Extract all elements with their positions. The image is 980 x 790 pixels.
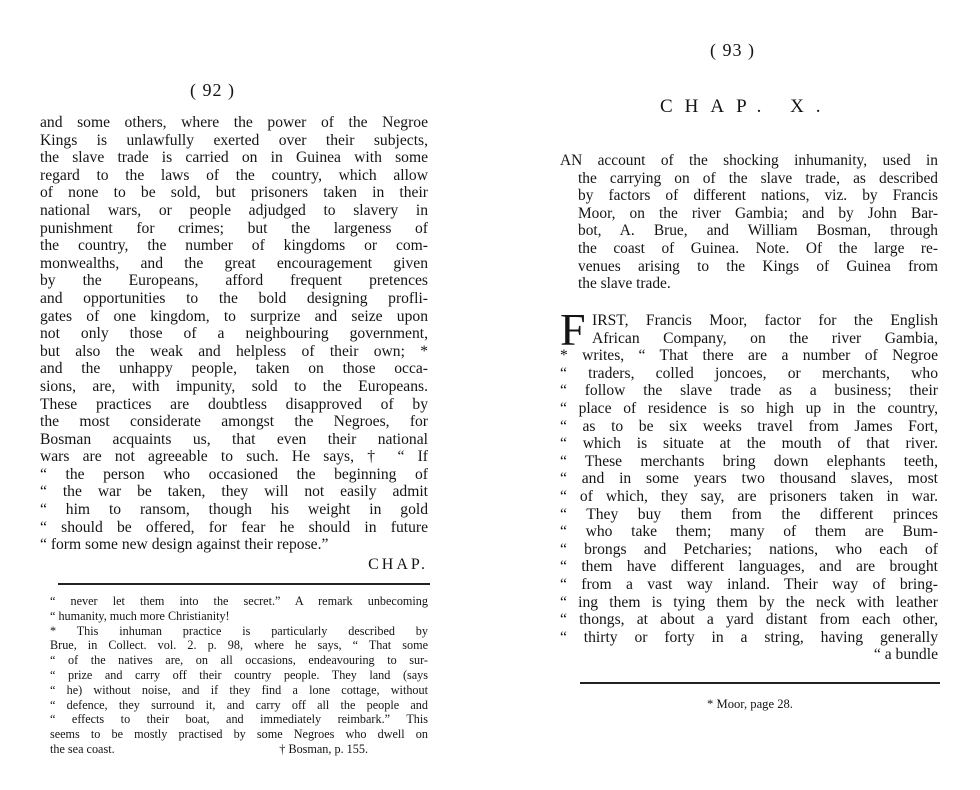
text-line: Kings is unlawfully exerted over their subjects,: [40, 131, 428, 149]
summary-line: the carrying on of the slave trade, as described: [578, 169, 938, 187]
text-line: national wars, or people adjudged to slavery in: [40, 201, 428, 219]
text-line: “ place of residence is so high up in the country,: [560, 399, 938, 417]
text-line: punishment for crimes; but the largeness of: [40, 219, 428, 237]
text-line: “ ing them is tying them by the neck with leather: [560, 593, 938, 611]
text-line: “ as to be six weeks travel from James Fort,: [560, 417, 938, 435]
text-line: IRST, Francis Moor, factor for the English: [592, 312, 938, 329]
text-line: African Company, on the river Gambia,: [592, 329, 938, 347]
text-line: “ them have different languages, and are brought: [560, 558, 938, 576]
summary-line: Moor, on the river Gambia; and by John Bar-: [578, 204, 938, 222]
summary-line: by factors of different nations, viz. by Francis: [578, 187, 938, 205]
summary-line: the slave trade.: [578, 275, 671, 293]
left-footnotes: [50, 594, 428, 757]
footnote-line: Brue, in Collect. vol. 2. p. 98, where he says, “ That some: [50, 638, 428, 653]
text-line: “ of which, they say, are prisoners taken in war.: [560, 487, 938, 505]
drop-cap: F: [560, 304, 586, 355]
text-line: the most considerate amongst the Negroes, for: [40, 413, 428, 431]
text-line: “ They buy them from the different princes: [560, 505, 938, 523]
text-line: the slave trade is carried on in Guinea with some: [40, 149, 428, 167]
text-line: “ the person who occasioned the beginning of: [40, 465, 428, 483]
text-line: the country, the number of kingdoms or com-: [40, 237, 428, 255]
text-line: wars are not agreeable to such. He says, † “ If: [40, 448, 428, 466]
footnote-text: the sea coast.: [50, 741, 115, 756]
chapter-title: CHAP. X.: [660, 96, 833, 117]
text-line: monwealths, and the great encouragement given: [40, 254, 428, 272]
text-line: “ from a vast way inland. Their way of bring-: [560, 575, 938, 593]
chapter-summary: [560, 152, 938, 293]
text-line: sions, are, with impunity, sold to the Europeans.: [40, 377, 428, 395]
footnote-line: “ of the natives are, on all occasions, endeavouring to sur-: [50, 653, 428, 668]
text-line: These practices are doubtless disapproved of by: [40, 395, 428, 413]
summary-line: the coast of Guinea. Note. Of the large re-: [578, 239, 938, 257]
footnote-rule: [580, 682, 940, 684]
text-line: Bosman acquaints us, that even their national: [40, 430, 428, 448]
summary-line: venues arising to the Kings of Guinea from: [578, 257, 938, 275]
page-number-right: ( 93 ): [710, 40, 755, 60]
right-footnote: * Moor, page 28.: [707, 697, 793, 711]
text-line: regard to the laws of the country, which allow: [40, 166, 428, 184]
text-line: by the Europeans, afford frequent pretences: [40, 272, 428, 290]
text-line: “ follow the slave trade as a business; their: [560, 382, 938, 400]
text-line: “ These merchants bring down elephants teeth,: [560, 452, 938, 470]
footnote-line: “ never let them into the secret.” A remark unbecoming: [50, 594, 428, 608]
footnote-line: seems to be mostly practised by some Negroes who dwell on: [50, 727, 428, 742]
text-line: “ him to ransom, though his weight in gold: [40, 501, 428, 519]
footnote-line-final: [50, 742, 428, 757]
summary-line: AN account of the shocking inhumanity, used in: [560, 152, 938, 169]
text-line: “ form some new design against their repose.”: [40, 536, 329, 554]
text-line: gates of one kingdom, to surprize and seize upon: [40, 307, 428, 325]
text-line: and opportunities to the bold designing profli-: [40, 289, 428, 307]
summary-line: bot, A. Brue, and William Bosman, through: [578, 222, 938, 240]
text-line: “ which is situate at the mouth of that river.: [560, 435, 938, 453]
footnote-line: * This inhuman practice is particularly described by: [50, 623, 428, 638]
page-number-left: ( 92 ): [190, 80, 235, 100]
text-line: “ the war be taken, they will not easily admit: [40, 483, 428, 501]
footnote-rule: [58, 583, 430, 585]
text-line: “ traders, colled joncoes, or merchants, who: [560, 364, 938, 382]
footnote-line: “ he) without noise, and if they find a lone cottage, without: [50, 682, 428, 697]
footnote-line: “ defence, they surround it, and carry off all the people and: [50, 697, 428, 712]
text-line: * writes, “ That there are a number of Negroe: [560, 347, 938, 365]
catchword: CHAP.: [368, 555, 428, 573]
text-line: “ who take them; many of them are Bum-: [560, 523, 938, 541]
footnote-line: “ prize and carry off their country people. They land (says: [50, 667, 428, 682]
footnote-text: † Bosman, p. 155.: [279, 741, 368, 756]
left-body-text: [40, 114, 428, 576]
text-line: and some others, where the power of the Negroe: [40, 114, 428, 131]
text-line: “ and in some years two thousand slaves, most: [560, 470, 938, 488]
text-line: of none to be sold, but prisoners taken in their: [40, 184, 428, 202]
text-line: “ thirty or forty in a string, having generally: [560, 628, 938, 646]
text-line: not only those of a neighbouring government,: [40, 325, 428, 343]
text-line: and the unhappy people, taken on those occa-: [40, 360, 428, 378]
footnote-line: “ effects to their boat, and immediately reimbark.” This: [50, 712, 428, 727]
right-body-text: [560, 304, 938, 664]
text-line: “ brongs and Petcharies; nations, who each of: [560, 540, 938, 558]
catchword: “ a bundle: [873, 646, 938, 664]
footnote-line: “ humanity, much more Christianity!: [50, 608, 230, 623]
text-line: “ thongs, at about a yard distant from each other,: [560, 611, 938, 629]
text-line: but also the weak and helpless of their own; *: [40, 342, 428, 360]
text-line: “ should be offered, for fear he should in future: [40, 518, 428, 536]
